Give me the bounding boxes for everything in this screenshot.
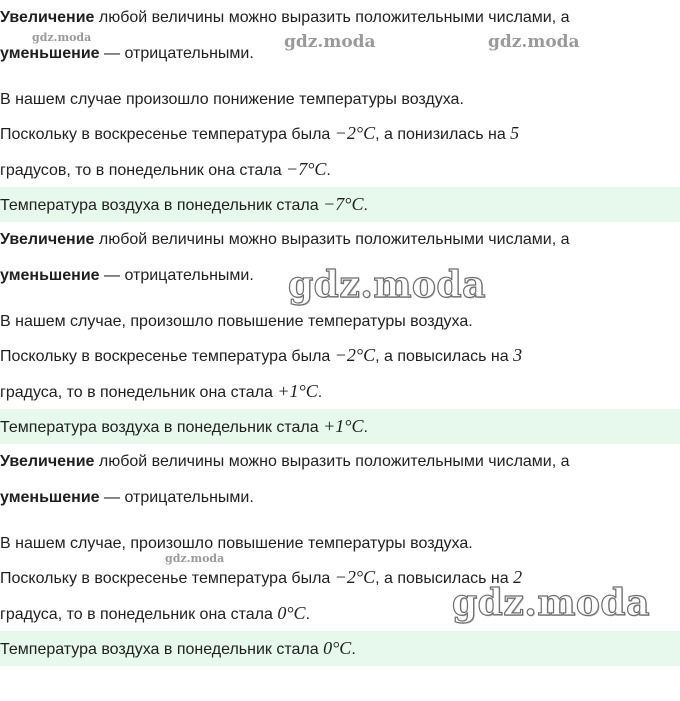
watermark-logo: gdz.moda [488, 32, 580, 52]
calc-text: Поскольку в воскресенье температура была [0, 570, 335, 587]
calc-line-2 [0, 152, 680, 187]
change-amount: 3 [513, 345, 523, 365]
rule-bold-word: уменьшение [0, 489, 100, 506]
rule-line-1 [0, 444, 680, 479]
calc-line-1 [0, 116, 680, 151]
answer-temperature: +1°C [323, 416, 364, 436]
case-text: В нашем случае, произошло повышение температуры воздуха. [0, 313, 473, 330]
calc-text: , а повысилась на [375, 348, 514, 365]
answer-text: . [363, 419, 368, 436]
calc-text: градуса, то в понедельник она стала [0, 384, 278, 401]
calc-line-2 [0, 374, 680, 409]
answer-line [0, 631, 680, 666]
answer-text: Температура воздуха в понедельник стала [0, 197, 324, 214]
calc-text: . [326, 162, 331, 179]
answer-line [0, 409, 680, 444]
calc-text: . [317, 384, 323, 401]
watermark-logo: gdz.moda [32, 31, 92, 44]
rule-bold-word: Увеличение [0, 453, 95, 470]
calc-text: градусов, то в понедельник она стала [0, 162, 287, 179]
answer-temperature: 0°C [323, 638, 352, 658]
rule-bold-word: уменьшение [0, 45, 100, 62]
calc-text: Поскольку в воскресенье температура была [0, 348, 335, 365]
rule-text: любой величины можно выразить положительными числами, а [94, 9, 570, 26]
answer-text: . [351, 641, 356, 658]
answer-text: Температура воздуха в понедельник стала [0, 419, 324, 436]
rule-line-1 [0, 0, 680, 35]
calc-text: , а повысилась на [375, 570, 514, 587]
case-text: В нашем случае произошло понижение температуры воздуха. [0, 91, 464, 108]
calc-text: градуса, то в понедельник она стала [0, 606, 278, 623]
answer-text: Температура воздуха в понедельник стала [0, 641, 324, 658]
watermark-logo: gdz.moda [288, 264, 486, 306]
case-line [0, 82, 680, 117]
case-line [0, 304, 680, 339]
temperature-value: 0°C [277, 603, 306, 623]
rule-text: любой величины можно выразить положительными числами, а [94, 231, 570, 248]
watermark-logo: gdz.moda [452, 582, 650, 624]
change-amount: 2 [513, 567, 523, 587]
case-text: В нашем случае, произошло повышение температуры воздуха. [0, 535, 473, 552]
case-line [0, 526, 680, 561]
calc-line-1 [0, 338, 680, 373]
rule-bold-word: Увеличение [0, 9, 95, 26]
rule-text: — отрицательными. [99, 267, 254, 284]
rule-text: любой величины можно выразить положительными числами, а [94, 453, 570, 470]
watermark-logo: gdz.moda [284, 32, 376, 52]
temperature-value: −7°C [286, 159, 327, 179]
watermark-logo: gdz.moda [165, 552, 225, 565]
calc-text: , а понизилась на [375, 126, 511, 143]
calc-text: Поскольку в воскресенье температура была [0, 126, 335, 143]
temperature-value: −2°C [334, 345, 376, 365]
rule-line-1 [0, 222, 680, 257]
answer-temperature: −7°C [323, 194, 364, 214]
rule-text: — отрицательными. [99, 45, 254, 62]
rule-line-2 [0, 480, 680, 515]
change-amount: 5 [510, 123, 520, 143]
answer-text: . [363, 197, 368, 214]
rule-text: — отрицательными. [99, 489, 254, 506]
answer-line [0, 187, 680, 222]
rule-bold-word: уменьшение [0, 267, 100, 284]
temperature-value: −2°C [334, 567, 376, 587]
temperature-value: +1°C [277, 381, 318, 401]
rule-bold-word: Увеличение [0, 231, 95, 248]
temperature-value: −2°C [334, 123, 376, 143]
calc-text: . [305, 606, 311, 623]
